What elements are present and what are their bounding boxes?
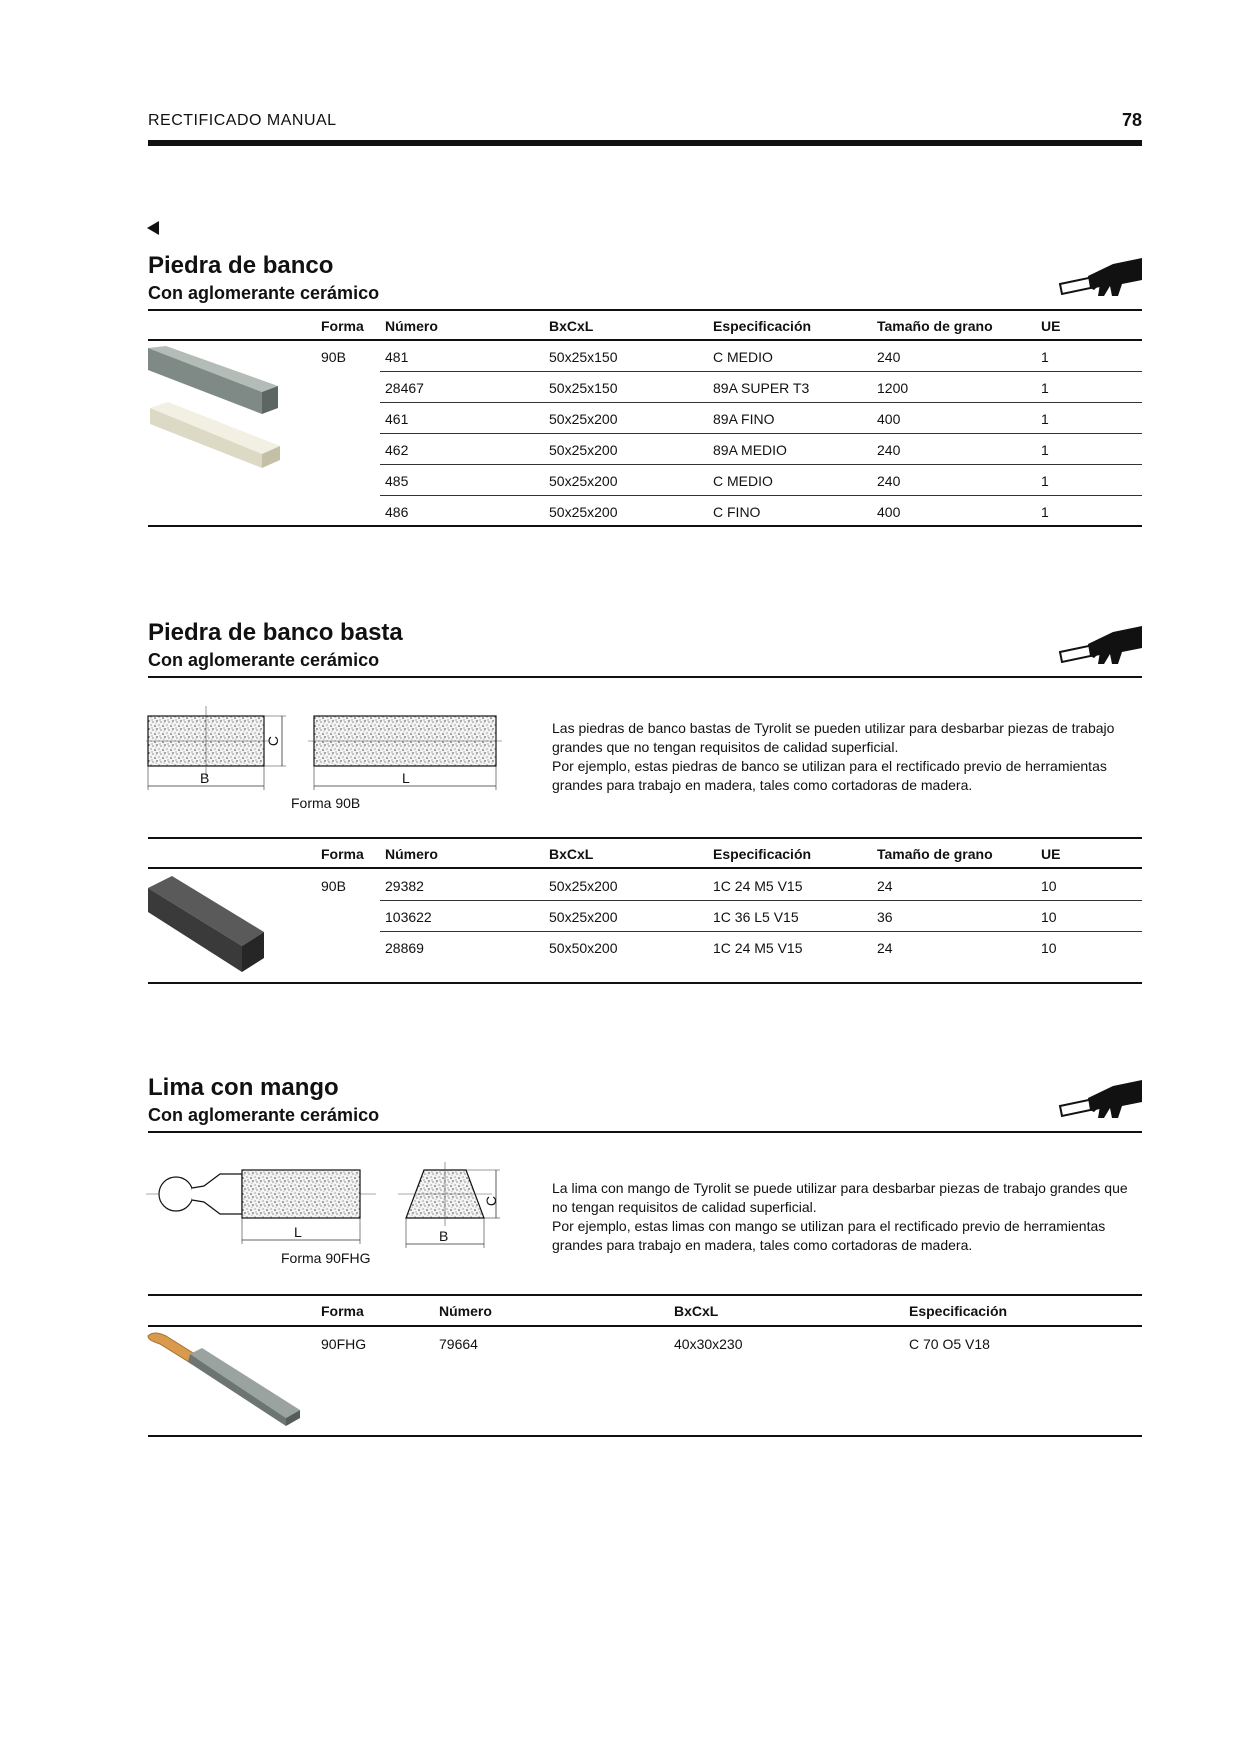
table-cell: 462 (385, 442, 409, 458)
diagram-caption: Forma 90FHG (281, 1250, 371, 1266)
description-paragraph: La lima con mango de Tyrolit se puede utilizar para desbarbar piezas de trabajo grandes que no tengan requisitos de calidad superficial. (552, 1180, 1128, 1215)
table-cell: 29382 (385, 878, 424, 894)
forma-value: 90B (321, 878, 346, 894)
table-top-rule (148, 837, 1142, 839)
table-cell: 28467 (385, 380, 424, 396)
section-rule (148, 676, 1142, 678)
table-cell: 485 (385, 473, 409, 489)
product-image-coarse-stone (146, 874, 266, 974)
hand-grinding-icon (1058, 622, 1144, 668)
forma-value: 90B (321, 349, 346, 365)
table-cell: C MEDIO (713, 349, 773, 365)
section-title: Piedra de banco (148, 252, 334, 279)
col-header-forma: Forma (321, 846, 364, 862)
table-cell: 40x30x230 (674, 1336, 743, 1352)
table-cell: 1C 24 M5 V15 (713, 940, 803, 956)
page-number: 78 (1121, 110, 1142, 130)
col-header-tamano: Tamaño de grano (877, 318, 993, 334)
col-header-tamano: Tamaño de grano (877, 846, 993, 862)
row-divider (380, 402, 1142, 403)
section-title: Lima con mango (148, 1074, 339, 1101)
table-cell: 461 (385, 411, 409, 427)
col-header-ue: UE (1041, 318, 1061, 334)
table-header-rule (148, 339, 1142, 341)
table-cell: 50x25x200 (549, 442, 618, 458)
dimension-label-l: L (294, 1224, 302, 1240)
col-header-especificacion: Especificación (713, 318, 812, 334)
diagram-forma-90fhg (146, 1160, 506, 1260)
section-subtitle: Con aglomerante cerámico (148, 283, 380, 303)
table-cell: 1 (1041, 442, 1049, 458)
table-cell: 240 (877, 442, 901, 458)
table-cell: 89A FINO (713, 411, 775, 427)
section-subtitle: Con aglomerante cerámico (148, 650, 380, 670)
table-cell: C 70 O5 V18 (909, 1336, 990, 1352)
table-cell: 10 (1041, 909, 1057, 925)
description-paragraph: Por ejemplo, estas limas con mango se utilizan para el rectificado previo de herramientas grandes para trabajo en madera, tales como cortadoras de madera. (552, 1218, 1106, 1253)
table-cell: 50x25x200 (549, 909, 618, 925)
table-cell: 24 (877, 878, 893, 894)
description-paragraph: Por ejemplo, estas piedras de banco se utilizan para el rectificado previo de herramientas grandes para trabajo en madera, tales como cortadoras de madera. (552, 758, 1107, 793)
row-divider (380, 433, 1142, 434)
row-divider (380, 464, 1142, 465)
dimension-label-c: C (483, 1195, 500, 1207)
col-header-numero: Número (439, 1303, 492, 1319)
section-subtitle: Con aglomerante cerámico (148, 1105, 380, 1125)
table-cell: 1C 36 L5 V15 (713, 909, 799, 925)
table-bottom-rule (148, 1435, 1142, 1437)
col-header-especificacion: Especificación (713, 846, 812, 862)
section-title: Piedra de banco basta (148, 619, 403, 646)
product-image-bench-stones (146, 344, 280, 468)
col-header-bxcxl: BxCxL (674, 1303, 719, 1319)
table-cell: 486 (385, 504, 409, 520)
table-cell: 240 (877, 349, 901, 365)
table-cell: 50x25x200 (549, 878, 618, 894)
table-cell: 240 (877, 473, 901, 489)
table-cell: 1 (1041, 473, 1049, 489)
table-cell: 1 (1041, 411, 1049, 427)
table-cell: 36 (877, 909, 893, 925)
header-rule (148, 140, 1142, 146)
table-bottom-rule (148, 525, 1142, 527)
table-cell: 50x25x200 (549, 473, 618, 489)
col-header-bxcxl: BxCxL (549, 318, 594, 334)
table-cell: 400 (877, 411, 901, 427)
table-header-rule (148, 1325, 1142, 1327)
table-cell: 89A MEDIO (713, 442, 787, 458)
col-header-bxcxl: BxCxL (549, 846, 594, 862)
table-cell: 400 (877, 504, 901, 520)
table-cell: 89A SUPER T3 (713, 380, 810, 396)
table-cell: 50x25x200 (549, 504, 618, 520)
col-header-especificacion: Especificación (909, 1303, 1008, 1319)
dimension-label-l: L (402, 770, 410, 786)
table-cell: 50x25x200 (549, 411, 618, 427)
dimension-label-c: C (265, 735, 282, 747)
col-header-numero: Número (385, 318, 438, 334)
hand-grinding-icon (1058, 254, 1144, 300)
table-cell: 28869 (385, 940, 424, 956)
product-image-file-with-handle (146, 1330, 306, 1430)
table-cell: 1200 (877, 380, 909, 396)
table-cell: 1 (1041, 349, 1049, 365)
table-cell: 50x25x150 (549, 380, 618, 396)
table-cell: 50x50x200 (549, 940, 618, 956)
col-header-numero: Número (385, 846, 438, 862)
table-cell: C MEDIO (713, 473, 773, 489)
back-arrow-icon[interactable] (147, 221, 159, 235)
col-header-forma: Forma (321, 318, 364, 334)
row-divider (380, 495, 1142, 496)
col-header-forma: Forma (321, 1303, 364, 1319)
table-cell: 1 (1041, 380, 1049, 396)
table-cell: 24 (877, 940, 893, 956)
row-divider (380, 371, 1142, 372)
table-cell: 79664 (439, 1336, 478, 1352)
col-header-ue: UE (1041, 846, 1061, 862)
description-paragraph: Las piedras de banco bastas de Tyrolit se pueden utilizar para desbarbar piezas de trabajo grandes que no tengan requisitos de calidad superficial. (552, 720, 1115, 755)
table-cell: 103622 (385, 909, 432, 925)
table-cell: 1C 24 M5 V15 (713, 878, 803, 894)
table-cell: 10 (1041, 940, 1057, 956)
running-header-title: RECTIFICADO MANUAL (148, 112, 337, 129)
hand-grinding-icon (1058, 1076, 1144, 1122)
dimension-label-b: B (200, 770, 210, 786)
table-cell: 481 (385, 349, 409, 365)
table-cell: 1 (1041, 504, 1049, 520)
table-top-rule (148, 1294, 1142, 1296)
table-cell: 50x25x150 (549, 349, 618, 365)
section-rule (148, 1131, 1142, 1133)
table-header-rule (148, 867, 1142, 869)
dimension-label-b: B (439, 1228, 449, 1244)
table-cell: 90FHG (321, 1336, 367, 1352)
row-divider (380, 900, 1142, 901)
table-cell: C FINO (713, 504, 761, 520)
table-bottom-rule (148, 982, 1142, 984)
row-divider (380, 931, 1142, 932)
table-cell: 10 (1041, 878, 1057, 894)
diagram-caption: Forma 90B (291, 795, 361, 811)
section-rule (148, 309, 1142, 311)
